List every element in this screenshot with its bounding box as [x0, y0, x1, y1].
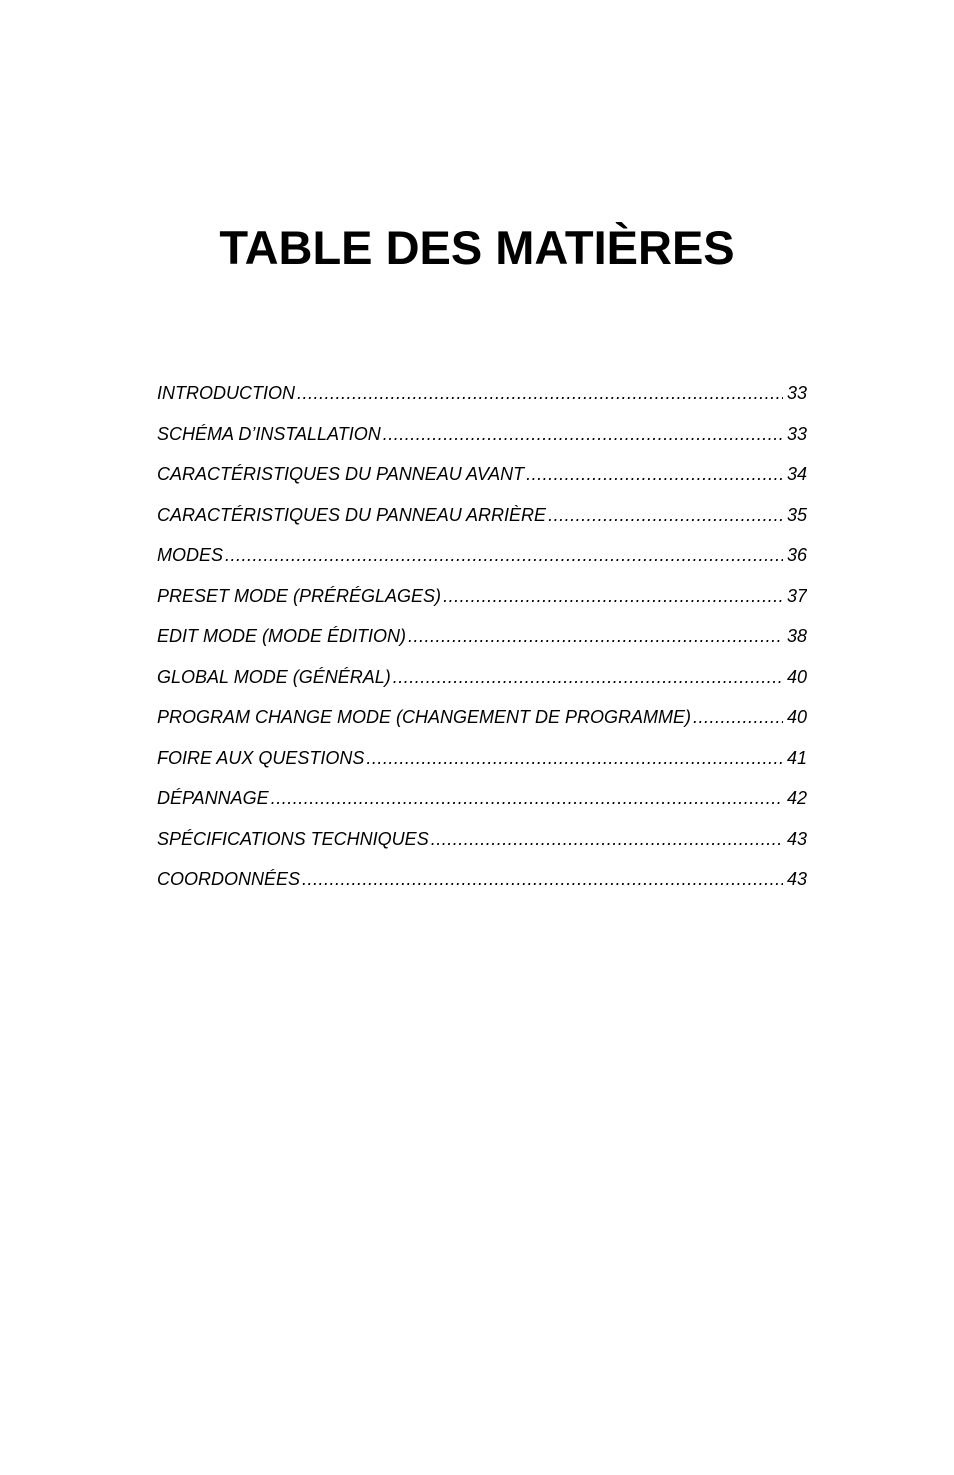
- toc-entry-page: 40: [786, 666, 807, 687]
- toc-dot-leader: [408, 623, 783, 649]
- toc-entry-label: CARACTÉRISTIQUES DU PANNEAU AVANT: [157, 464, 525, 484]
- toc-dot-leader: [693, 704, 783, 730]
- toc-entry-label: COORDONNÉES: [157, 869, 301, 889]
- toc-entry-global-mode[interactable]: [157, 664, 807, 705]
- toc-entry-page: 38: [786, 626, 807, 646]
- toc-entry-introduction[interactable]: [157, 380, 807, 421]
- toc-entry-panneau-arriere[interactable]: [157, 502, 807, 543]
- toc-entry-page: 42: [786, 788, 807, 808]
- toc-entry-label: CARACTÉRISTIQUES DU PANNEAU ARRIÈRE: [157, 504, 547, 525]
- toc-entry-depannage[interactable]: [157, 785, 807, 826]
- toc-entry-label: SPÉCIFICATIONS TECHNIQUES: [157, 828, 429, 849]
- toc-dot-leader: [271, 785, 783, 811]
- table-of-contents: [157, 380, 807, 907]
- toc-dot-leader: [366, 745, 783, 771]
- toc-entry-foire-aux-questions[interactable]: [157, 745, 807, 786]
- toc-entry-panneau-avant[interactable]: [157, 461, 807, 502]
- toc-dot-leader: [383, 421, 783, 447]
- toc-entry-specifications-techniques[interactable]: [157, 826, 807, 867]
- toc-entry-schema-installation[interactable]: [157, 421, 807, 462]
- toc-entry-label: FOIRE AUX QUESTIONS: [157, 747, 365, 768]
- toc-dot-leader: [548, 502, 783, 528]
- toc-dot-leader: [393, 664, 783, 690]
- toc-entry-label: INTRODUCTION: [157, 383, 295, 403]
- toc-dot-leader: [443, 583, 783, 609]
- page-title: TABLE DES MATIÈRES: [219, 221, 735, 274]
- toc-dot-leader: [302, 866, 783, 892]
- toc-entry-program-change-mode[interactable]: [157, 704, 807, 745]
- toc-entry-page: 41: [786, 747, 807, 768]
- toc-entry-label: PROGRAM CHANGE MODE (CHANGEMENT DE PROGRAMME): [157, 707, 692, 727]
- toc-dot-leader: [225, 542, 783, 568]
- toc-entry-page: 36: [786, 545, 807, 565]
- toc-entry-modes[interactable]: [157, 542, 807, 583]
- toc-entry-page: 33: [786, 383, 807, 403]
- toc-entry-label: MODES: [157, 545, 224, 565]
- toc-entry-preset-mode[interactable]: [157, 583, 807, 624]
- toc-entry-page: 43: [786, 828, 807, 849]
- toc-dot-leader: [526, 461, 783, 487]
- toc-dot-leader: [431, 826, 783, 852]
- toc-entry-label: GLOBAL MODE (GÉNÉRAL): [157, 666, 391, 687]
- toc-entry-page: 40: [786, 707, 807, 727]
- toc-entry-page: 33: [786, 423, 807, 444]
- toc-entry-label: SCHÉMA D’INSTALLATION: [157, 423, 381, 444]
- toc-entry-coordonnees[interactable]: [157, 866, 807, 907]
- toc-dot-leader: [297, 380, 783, 406]
- toc-entry-edit-mode[interactable]: [157, 623, 807, 664]
- toc-entry-page: 34: [786, 464, 807, 484]
- toc-entry-page: 37: [786, 585, 807, 606]
- toc-entry-page: 43: [786, 869, 807, 889]
- toc-entry-label: EDIT MODE (MODE ÉDITION): [157, 626, 406, 646]
- toc-entry-page: 35: [786, 504, 807, 525]
- toc-entry-label: DÉPANNAGE: [157, 788, 269, 808]
- toc-entry-label: PRESET MODE (PRÉRÉGLAGES): [157, 585, 442, 606]
